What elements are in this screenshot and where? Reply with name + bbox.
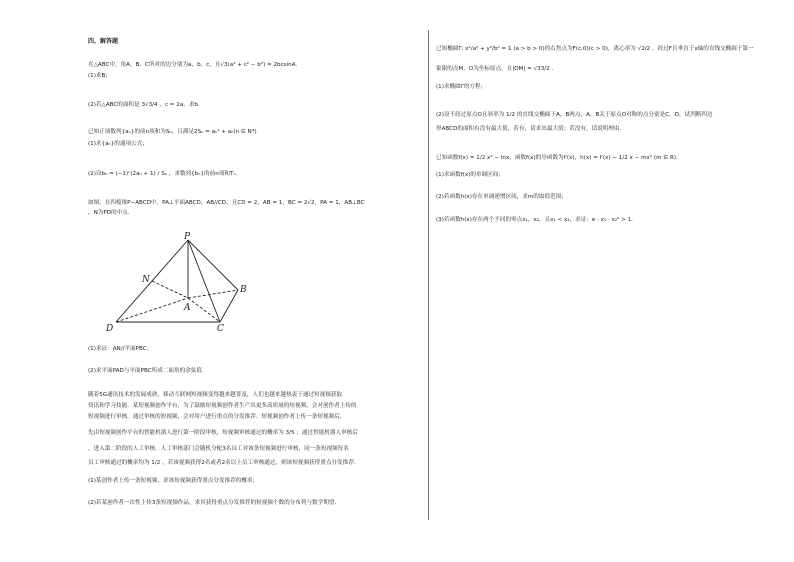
q5-line1: 已知椭圆Γ: x²/a² + y²/b² = 1 (a > b > 0)的右焦点为F(c,0)(c > 0)，离心率为 √2/2 ，经过F且垂直于x轴的直线交椭圆于第一 xyxy=(436,46,754,52)
q3-stem-line1: 如图，在四棱锥P−ABCD中，PA⊥平面ABCD，AB//CD，且CD = 2，AB = 1，BC = 2√2，PA = 1，AB⊥BC xyxy=(88,200,365,206)
q6-part2: (2)若函数h(x)存在单调递增区间，求m的取值范围； xyxy=(436,194,567,200)
label-C: C xyxy=(217,324,224,332)
q3-part2: (2)求平面PAD与平面PBC所成二面角的余弦值. xyxy=(88,368,204,374)
q3-stem-line2: ，N为PD的中点. xyxy=(88,210,130,216)
q6-stem: 已知函数f(x) = 1/2 x² − lnx，函数f(x)的导函数为f′(x)，h(x) = f′(x) − 1/2 x − mx² (m ∈ R). xyxy=(436,155,678,161)
pyramid-figure xyxy=(98,232,338,332)
q4-para1-line1: 随着5G通讯技术的发展成熟，移动互联网短视频变得越来越普及，人们也越来越热衷于通过短视频获取 xyxy=(88,392,343,398)
label-D: D xyxy=(106,324,114,332)
label-B: B xyxy=(240,285,247,295)
q4-para2-line3: 员工审核通过的概率均为 1/2 ，若该视频获得2名或者2名以上员工审核通过，则该短视频获得重点分发推荐. xyxy=(88,460,356,466)
q2-part2: (2)设bₙ = (−1)ⁿ(2aₙ + 1) / Sₙ ，求数列{bₙ}的前n项和Tₙ. xyxy=(88,171,238,177)
left-column xyxy=(88,0,418,562)
column-divider xyxy=(428,30,429,520)
label-A: A xyxy=(184,303,191,313)
q2-part1: (1)求{aₙ}的通项公式； xyxy=(88,141,148,147)
q6-part3: (3)若函数h(x)存在两个不同的零点x₁，x₂，且x₁ < x₂，求证：e · x₁ · x₂² > 1. xyxy=(436,217,633,223)
q4-para1-line3: 短视频进行审核，通过审核的短视频，会对用户进行重点的分发推荐．短视频创作者上传一条短视频后， xyxy=(88,414,346,420)
q4-para2-line1: 先由短视频创作平台的智能机器人进行第一阶段审核，短视频审核通过的概率为 3/5 ；通过智能机器人审核后 xyxy=(88,430,358,436)
q4-para1-line2: 资讯和学习技能．某短视频创作平台，为了鼓励短视频创作者生产出更多高质量的短视频，会对创作者上传的 xyxy=(88,403,357,409)
q5-line2: 象限的点M，O为坐标原点，且|OM| = √33/2 . xyxy=(436,66,554,72)
q4-part1: (1)某创作者上传一条短视频，求该短视频获得重点分发推荐的概率； xyxy=(88,478,259,484)
right-column xyxy=(436,0,786,562)
q1-stem: 在△ABC中，角A，B，C所对的边分别为a，b，c，且√3(a² + c² − b²) = 2bcsinA. xyxy=(88,62,298,68)
q3-part1: (1)求证：AN//平面PBC； xyxy=(88,346,153,352)
edge-CB xyxy=(220,290,238,322)
q4-part2: (2)若某创作者一次性上传3条短视频作品，求其获得重点分发推荐的短视频个数的分布列与数学期望. xyxy=(88,500,337,506)
edge-AB xyxy=(188,290,238,298)
edge-PC xyxy=(188,240,220,322)
q1-part2: (2)若△ABC的面积是 3√3/4 ，c = 2a，求b. xyxy=(88,102,200,108)
edge-PB xyxy=(188,240,238,290)
q2-stem: 已知正项数列{aₙ}的前n项和为Sₙ，且满足2Sₙ = aₙ² + aₙ(n ∈ N*) xyxy=(88,129,257,135)
q1-part1: (1)求B； xyxy=(88,73,111,79)
label-N: N xyxy=(142,275,150,285)
edge-NA xyxy=(152,281,188,298)
q5-part1: (1)求椭圆Γ的方程； xyxy=(436,84,487,90)
q4-para2-line2: ，进入第二阶段的人工审核．人工审核部门会随机分配3名员工对该条短视频进行审核，同一条短视频每名 xyxy=(88,446,349,452)
section-title: 四、解答题 xyxy=(88,38,119,45)
q5-part2-line2: 形ABCD的面积有没有最大值，若有，请求出最大值；若没有，请说明理由. xyxy=(436,126,622,132)
label-P: P xyxy=(184,232,191,242)
q6-part1: (1)求函数f(x)的单调区间； xyxy=(436,172,504,178)
q5-part2-line1: (2)设不经过原点O且斜率为 1/2 的直线交椭圆于A，B两点，A，B关于原点O对称的点分别是C，D，试判断四边 xyxy=(436,112,713,118)
